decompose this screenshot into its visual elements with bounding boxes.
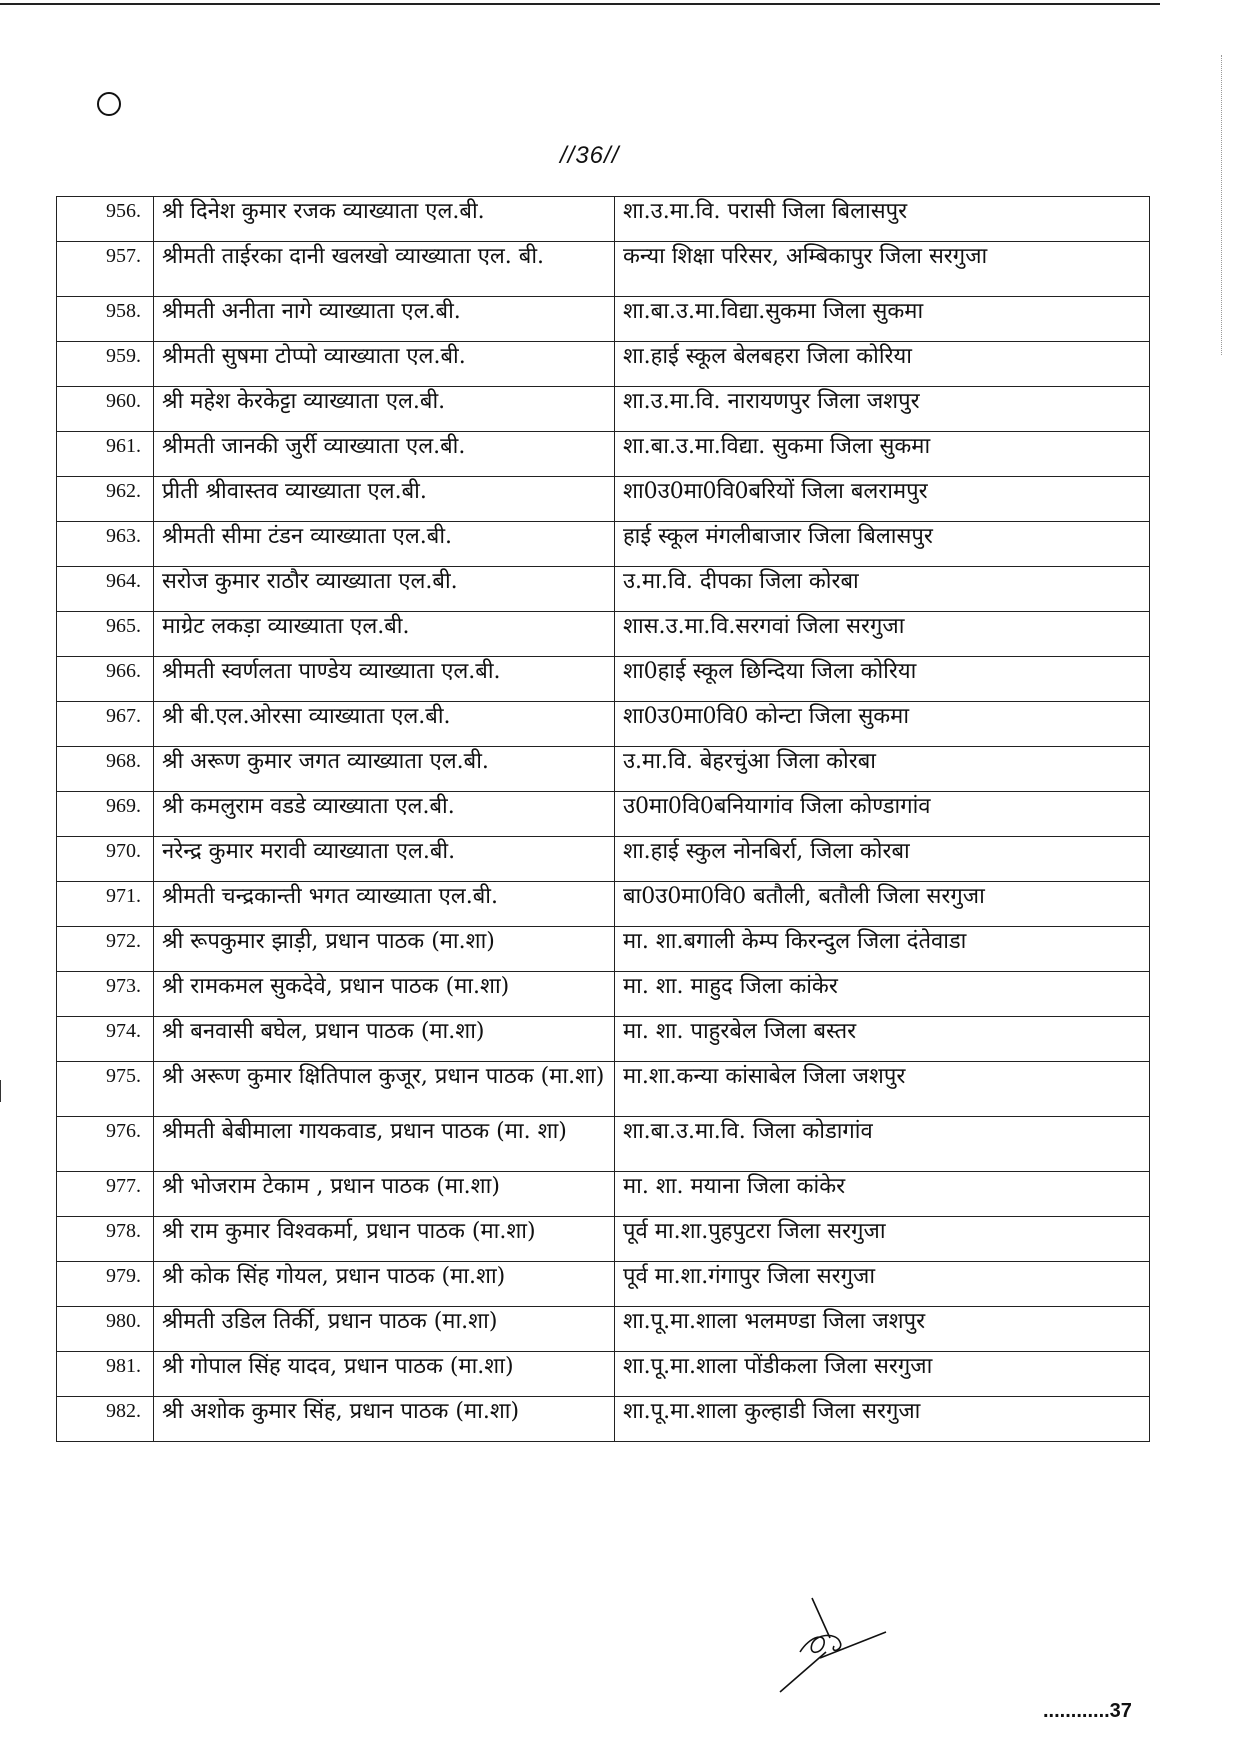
serial-number-cell: 981. (57, 1352, 154, 1397)
employee-name-cell: सरोज कुमार राठौर व्याख्याता एल.बी. (154, 567, 615, 612)
employee-name-cell: श्री राम कुमार विश्वकर्मा, प्रधान पाठक (मा.शा) (154, 1217, 615, 1262)
table-row (57, 567, 1150, 612)
employee-name-cell: श्री भोजराम टेकाम , प्रधान पाठक (मा.शा) (154, 1172, 615, 1217)
posting-location-cell: उ0मा0वि0बनियागांव जिला कोण्डागांव (615, 792, 1150, 837)
employee-name-cell: श्री दिनेश कुमार रजक व्याख्याता एल.बी. (154, 197, 615, 242)
posting-location-cell: शा0उ0मा0वि0 कोन्टा जिला सुकमा (615, 702, 1150, 747)
posting-location-cell: शा.हाई स्कुल नोनबिर्रा, जिला कोरबा (615, 837, 1150, 882)
posting-location-cell: शा.उ.मा.वि. परासी जिला बिलासपुर (615, 197, 1150, 242)
table-row (57, 702, 1150, 747)
serial-number-cell: 973. (57, 972, 154, 1017)
table-row (57, 477, 1150, 522)
posting-location-cell: मा.शा.कन्या कांसाबेल जिला जशपुर (615, 1062, 1150, 1117)
scan-edge-mark-left (0, 1080, 1, 1102)
hole-punch-mark (97, 92, 121, 116)
serial-number-cell: 978. (57, 1217, 154, 1262)
table-row (57, 747, 1150, 792)
table-row (57, 342, 1150, 387)
posting-location-cell: पूर्व मा.शा.गंगापुर जिला सरगुजा (615, 1262, 1150, 1307)
posting-location-cell: शा.पू.मा.शाला कुल्हाडी जिला सरगुजा (615, 1397, 1150, 1442)
employee-name-cell: श्री कमलुराम वडडे व्याख्याता एल.बी. (154, 792, 615, 837)
table-row (57, 432, 1150, 477)
employee-name-cell: श्रीमती जानकी जुर्री व्याख्याता एल.बी. (154, 432, 615, 477)
employee-name-cell: श्री रूपकुमार झाड़ी, प्रधान पाठक (मा.शा) (154, 927, 615, 972)
serial-number-cell: 976. (57, 1117, 154, 1172)
employee-name-cell: श्री अशोक कुमार सिंह, प्रधान पाठक (मा.शा) (154, 1397, 615, 1442)
table-row (57, 1217, 1150, 1262)
posting-location-cell: शास.उ.मा.वि.सरगवां जिला सरगुजा (615, 612, 1150, 657)
employee-name-cell: श्री अरूण कुमार क्षितिपाल कुजूर, प्रधान पाठक (मा.शा) (154, 1062, 615, 1117)
table-row (57, 297, 1150, 342)
employee-name-cell: श्री कोक सिंह गोयल, प्रधान पाठक (मा.शा) (154, 1262, 615, 1307)
employee-name-cell: श्रीमती चन्द्रकान्ती भगत व्याख्याता एल.बी. (154, 882, 615, 927)
page-number: //36// (560, 142, 620, 169)
employee-name-cell: श्री बनवासी बघेल, प्रधान पाठक (मा.शा) (154, 1017, 615, 1062)
serial-number-cell: 967. (57, 702, 154, 747)
posting-location-cell: शा.उ.मा.वि. नारायणपुर जिला जशपुर (615, 387, 1150, 432)
serial-number-cell: 956. (57, 197, 154, 242)
employee-name-cell: प्रीती श्रीवास्तव व्याख्याता एल.बी. (154, 477, 615, 522)
table-row (57, 1117, 1150, 1172)
serial-number-cell: 970. (57, 837, 154, 882)
serial-number-cell: 982. (57, 1397, 154, 1442)
table-row (57, 792, 1150, 837)
posting-location-cell: उ.मा.वि. बेहरचुंआ जिला कोरबा (615, 747, 1150, 792)
posting-location-cell: पूर्व मा.शा.पुहपुटरा जिला सरगुजा (615, 1217, 1150, 1262)
posting-location-cell: शा0हाई स्कूल छिन्दिया जिला कोरिया (615, 657, 1150, 702)
posting-location-cell: उ.मा.वि. दीपका जिला कोरबा (615, 567, 1150, 612)
table-row (57, 1307, 1150, 1352)
table-row (57, 1062, 1150, 1117)
table-row (57, 972, 1150, 1017)
posting-location-cell: बा0उ0मा0वि0 बतौली, बतौली जिला सरगुजा (615, 882, 1150, 927)
employee-name-cell: श्री गोपाल सिंह यादव, प्रधान पाठक (मा.शा) (154, 1352, 615, 1397)
employee-name-cell: श्री रामकमल सुकदेवे, प्रधान पाठक (मा.शा) (154, 972, 615, 1017)
posting-location-cell: हाई स्कूल मंगलीबाजार जिला बिलासपुर (615, 522, 1150, 567)
serial-number-cell: 962. (57, 477, 154, 522)
employee-name-cell: श्रीमती बेबीमाला गायकवाड, प्रधान पाठक (मा. शा) (154, 1117, 615, 1172)
serial-number-cell: 980. (57, 1307, 154, 1352)
serial-number-cell: 958. (57, 297, 154, 342)
serial-number-cell: 971. (57, 882, 154, 927)
table-row (57, 657, 1150, 702)
serial-number-cell: 965. (57, 612, 154, 657)
top-rule (0, 3, 1160, 5)
serial-number-cell: 972. (57, 927, 154, 972)
serial-number-cell: 969. (57, 792, 154, 837)
employee-name-cell: श्रीमती ताईरका दानी खलखो व्याख्याता एल. बी. (154, 242, 615, 297)
serial-number-cell: 963. (57, 522, 154, 567)
employee-name-cell: श्रीमती उडिल तिर्की, प्रधान पाठक (मा.शा) (154, 1307, 615, 1352)
table-row (57, 242, 1150, 297)
transfer-table-body (57, 197, 1150, 1442)
scan-edge-marks (1217, 55, 1222, 355)
employee-name-cell: श्री अरूण कुमार जगत व्याख्याता एल.बी. (154, 747, 615, 792)
table-row (57, 612, 1150, 657)
serial-number-cell: 966. (57, 657, 154, 702)
posting-location-cell: शा0उ0मा0वि0बरियों जिला बलरामपुर (615, 477, 1150, 522)
serial-number-cell: 961. (57, 432, 154, 477)
employee-name-cell: श्रीमती अनीता नागे व्याख्याता एल.बी. (154, 297, 615, 342)
employee-name-cell: माग्रेट लकड़ा व्याख्याता एल.बी. (154, 612, 615, 657)
serial-number-cell: 977. (57, 1172, 154, 1217)
table-row (57, 882, 1150, 927)
employee-name-cell: श्रीमती स्वर्णलता पाण्डेय व्याख्याता एल.बी. (154, 657, 615, 702)
transfer-table (56, 196, 1150, 1442)
posting-location-cell: शा.हाई स्कूल बेलबहरा जिला कोरिया (615, 342, 1150, 387)
table-row (57, 522, 1150, 567)
serial-number-cell: 968. (57, 747, 154, 792)
table-row (57, 927, 1150, 972)
employee-name-cell: श्री बी.एल.ओरसा व्याख्याता एल.बी. (154, 702, 615, 747)
posting-location-cell: मा. शा. पाहुरबेल जिला बस्तर (615, 1017, 1150, 1062)
table-row (57, 837, 1150, 882)
serial-number-cell: 959. (57, 342, 154, 387)
table-row (57, 1172, 1150, 1217)
posting-location-cell: शा.पू.मा.शाला भलमण्डा जिला जशपुर (615, 1307, 1150, 1352)
posting-location-cell: कन्या शिक्षा परिसर, अम्बिकापुर जिला सरगुजा (615, 242, 1150, 297)
table-row (57, 1397, 1150, 1442)
table-row (57, 197, 1150, 242)
posting-location-cell: शा.बा.उ.मा.वि. जिला कोडागांव (615, 1117, 1150, 1172)
posting-location-cell: मा. शा. मयाना जिला कांकेर (615, 1172, 1150, 1217)
employee-name-cell: श्रीमती सुषमा टोप्पो व्याख्याता एल.बी. (154, 342, 615, 387)
table-row (57, 1262, 1150, 1307)
employee-name-cell: श्री महेश केरकेट्टा व्याख्याता एल.बी. (154, 387, 615, 432)
serial-number-cell: 964. (57, 567, 154, 612)
employee-name-cell: नरेन्द्र कुमार मरावी व्याख्याता एल.बी. (154, 837, 615, 882)
posting-location-cell: मा. शा.बगाली केम्प किरन्दुल जिला दंतेवाडा (615, 927, 1150, 972)
table-row (57, 1017, 1150, 1062)
serial-number-cell: 979. (57, 1262, 154, 1307)
table-row (57, 1352, 1150, 1397)
employee-name-cell: श्रीमती सीमा टंडन व्याख्याता एल.बी. (154, 522, 615, 567)
serial-number-cell: 960. (57, 387, 154, 432)
posting-location-cell: शा.बा.उ.मा.विद्या.सुकमा जिला सुकमा (615, 297, 1150, 342)
table-row (57, 387, 1150, 432)
posting-location-cell: शा.बा.उ.मा.विद्या. सुकमा जिला सुकमा (615, 432, 1150, 477)
serial-number-cell: 974. (57, 1017, 154, 1062)
signature-mark (760, 1570, 900, 1700)
serial-number-cell: 957. (57, 242, 154, 297)
serial-number-cell: 975. (57, 1062, 154, 1117)
posting-location-cell: शा.पू.मा.शाला पोंडीकला जिला सरगुजा (615, 1352, 1150, 1397)
continuation-marker: ............37 (1043, 1700, 1132, 1722)
posting-location-cell: मा. शा. माहुद जिला कांकेर (615, 972, 1150, 1017)
